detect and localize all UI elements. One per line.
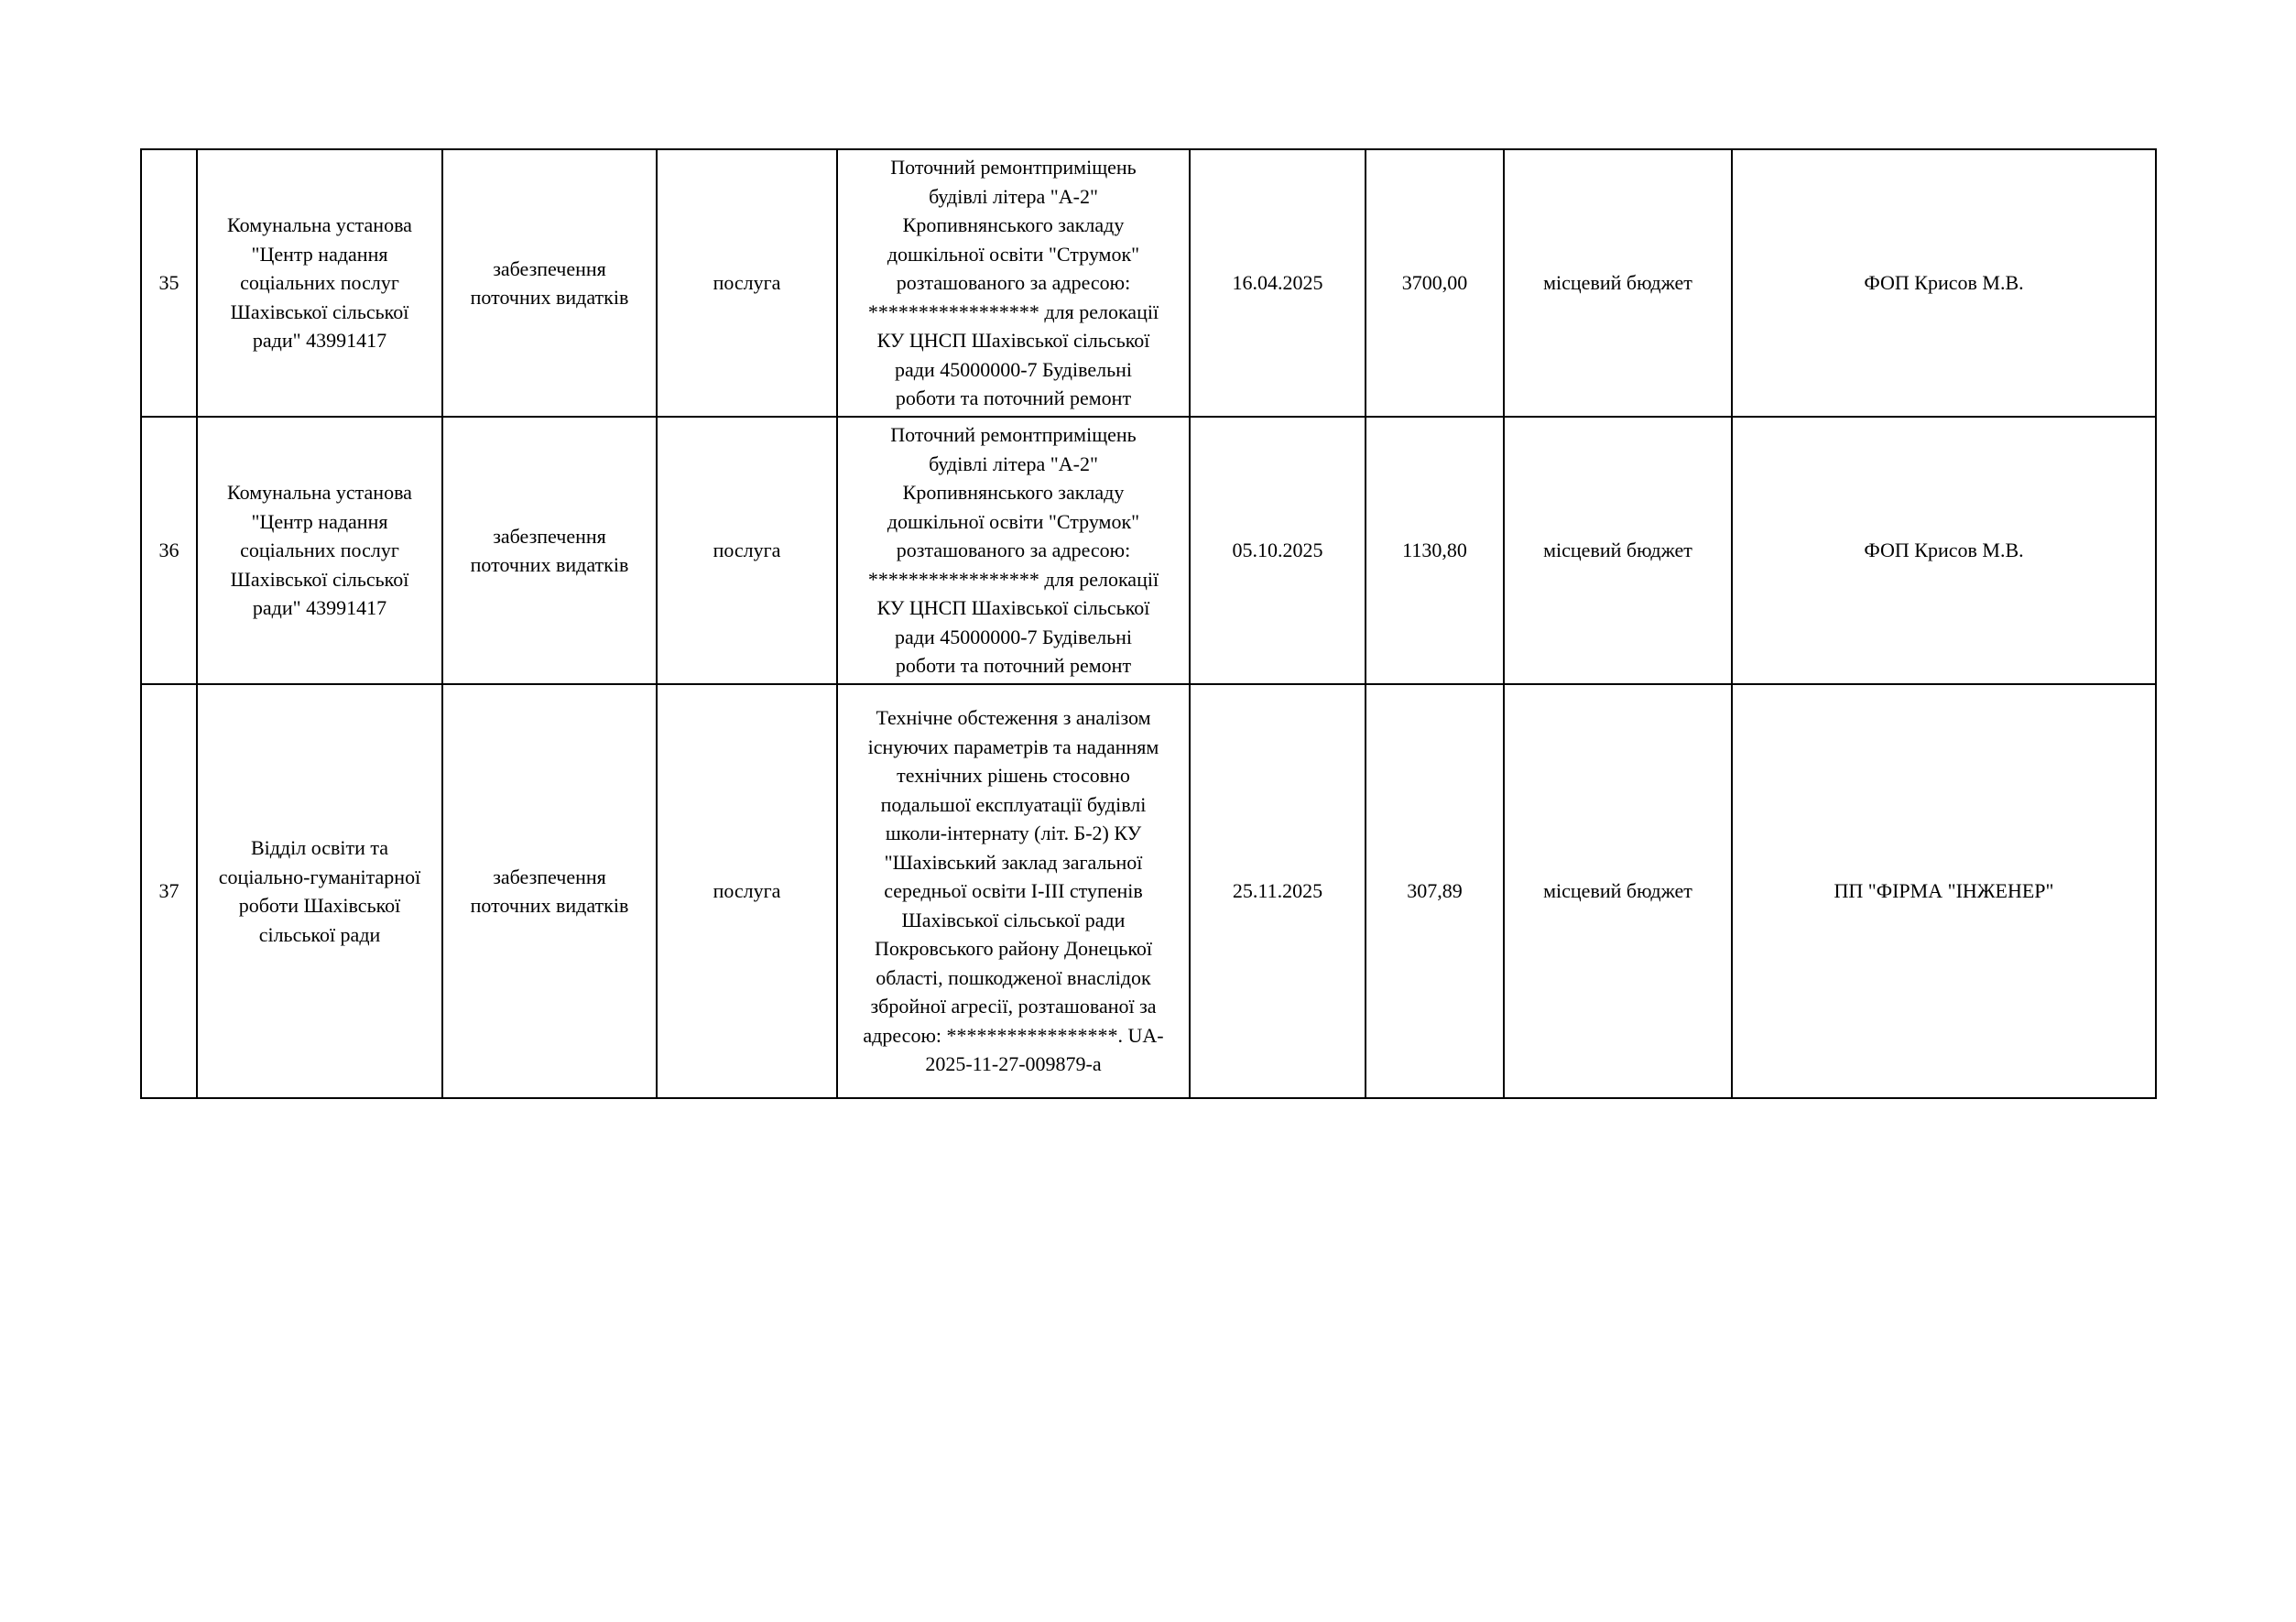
table-row: [141, 417, 2156, 684]
subject-line: Кропивнянського закладу: [902, 213, 1125, 237]
customer-line: Відділ освіти та: [250, 836, 389, 859]
amount-cell: 3700,00: [1366, 149, 1504, 417]
subject-line: розташованого за адресою:: [896, 271, 1131, 295]
table-row: [141, 684, 2156, 1098]
date-cell: 25.11.2025: [1190, 684, 1366, 1098]
row-number: 35: [141, 149, 197, 417]
subject-line: розташованого за адресою:: [896, 539, 1131, 562]
subject-line: КУ ЦНСП Шахівської сільської: [876, 329, 1150, 353]
purpose-line: забезпечення: [493, 524, 606, 548]
subject-line: 2025-11-27-009879-a: [925, 1052, 1102, 1076]
purpose-line: поточних видатків: [470, 894, 629, 917]
subject-line: Шахівської сільської ради: [901, 908, 1126, 931]
date-cell: 05.10.2025: [1190, 417, 1366, 684]
customer-line: ради" 43991417: [252, 329, 387, 353]
row-number: 37: [141, 684, 197, 1098]
customer-line: соціальних послуг: [240, 539, 399, 562]
subject-line: Покровського району Донецької: [874, 937, 1153, 961]
subject-line: існуючих параметрів та наданням: [867, 735, 1159, 758]
contractor-cell: ФОП Крисов М.В.: [1732, 417, 2156, 684]
customer-cell: [197, 149, 442, 417]
customer-line: ради" 43991417: [252, 596, 387, 620]
subject-line: Поточний ремонтприміщень: [890, 423, 1137, 447]
purpose-cell: [442, 417, 657, 684]
subject-line: Поточний ремонтприміщень: [890, 156, 1137, 180]
date-cell: 16.04.2025: [1190, 149, 1366, 417]
subject-cell: [837, 684, 1190, 1098]
customer-line: роботи Шахівської: [238, 894, 401, 917]
purpose-line: забезпечення: [493, 256, 606, 280]
procurement-table: [140, 148, 2157, 1099]
purpose-line: поточних видатків: [470, 286, 629, 309]
subject-line: Кропивнянського закладу: [902, 481, 1125, 505]
type-cell: послуга: [657, 149, 837, 417]
subject-cell: [837, 417, 1190, 684]
table-row: [141, 149, 2156, 417]
subject-line: ради 45000000-7 Будівельні: [895, 357, 1132, 381]
subject-line: "Шахівський заклад загальної: [884, 850, 1143, 874]
table-body: [141, 149, 2156, 1098]
amount-cell: 1130,80: [1366, 417, 1504, 684]
customer-line: "Центр надання: [251, 509, 388, 533]
subject-cell: [837, 149, 1190, 417]
subject-line: області, пошкодженої внаслідок: [876, 965, 1151, 989]
subject-line: школи-інтернату (літ. Б-2) КУ: [885, 822, 1142, 845]
subject-line: середньої освіти І-ІІІ ступенів: [884, 879, 1143, 903]
subject-line: ***************** для релокації: [867, 299, 1159, 323]
customer-line: Комунальна установа: [227, 481, 412, 505]
customer-line: соціально-гуманітарної: [218, 865, 421, 888]
subject-line: роботи та поточний ремонт: [895, 386, 1132, 410]
funding-source-cell: місцевий бюджет: [1504, 417, 1732, 684]
subject-line: технічних рішень стосовно: [897, 764, 1130, 788]
type-cell: послуга: [657, 417, 837, 684]
contractor-cell: ФОП Крисов М.В.: [1732, 149, 2156, 417]
customer-cell: [197, 417, 442, 684]
funding-source-cell: місцевий бюджет: [1504, 684, 1732, 1098]
type-cell: послуга: [657, 684, 837, 1098]
subject-line: будівлі літера "А-2": [929, 184, 1098, 208]
customer-line: Шахівської сільської: [230, 567, 409, 591]
purpose-cell: [442, 684, 657, 1098]
row-number: 36: [141, 417, 197, 684]
customer-line: Шахівської сільської: [230, 299, 409, 323]
subject-line: будівлі літера "А-2": [929, 452, 1098, 475]
purpose-line: забезпечення: [493, 865, 606, 888]
customer-line: "Центр надання: [251, 242, 388, 266]
customer-line: Комунальна установа: [227, 213, 412, 237]
subject-line: КУ ЦНСП Шахівської сільської: [876, 596, 1150, 620]
amount-cell: 307,89: [1366, 684, 1504, 1098]
customer-cell: [197, 684, 442, 1098]
subject-line: ради 45000000-7 Будівельні: [895, 625, 1132, 648]
subject-line: дошкільної освіти "Струмок": [887, 242, 1140, 266]
subject-line: збройної агресії, розташованої за: [870, 995, 1157, 1018]
subject-line: подальшої експлуатації будівлі: [880, 792, 1147, 816]
subject-line: Технічне обстеження з аналізом: [876, 706, 1151, 730]
purpose-line: поточних видатків: [470, 553, 629, 576]
funding-source-cell: місцевий бюджет: [1504, 149, 1732, 417]
subject-line: роботи та поточний ремонт: [895, 654, 1132, 678]
subject-line: адресою: *****************. UA-: [863, 1023, 1164, 1047]
subject-line: дошкільної освіти "Струмок": [887, 509, 1140, 533]
customer-line: сільської ради: [258, 922, 381, 946]
contractor-cell: ПП "ФІРМА "ІНЖЕНЕР": [1732, 684, 2156, 1098]
purpose-cell: [442, 149, 657, 417]
customer-line: соціальних послуг: [240, 271, 399, 295]
subject-line: ***************** для релокації: [867, 567, 1159, 591]
